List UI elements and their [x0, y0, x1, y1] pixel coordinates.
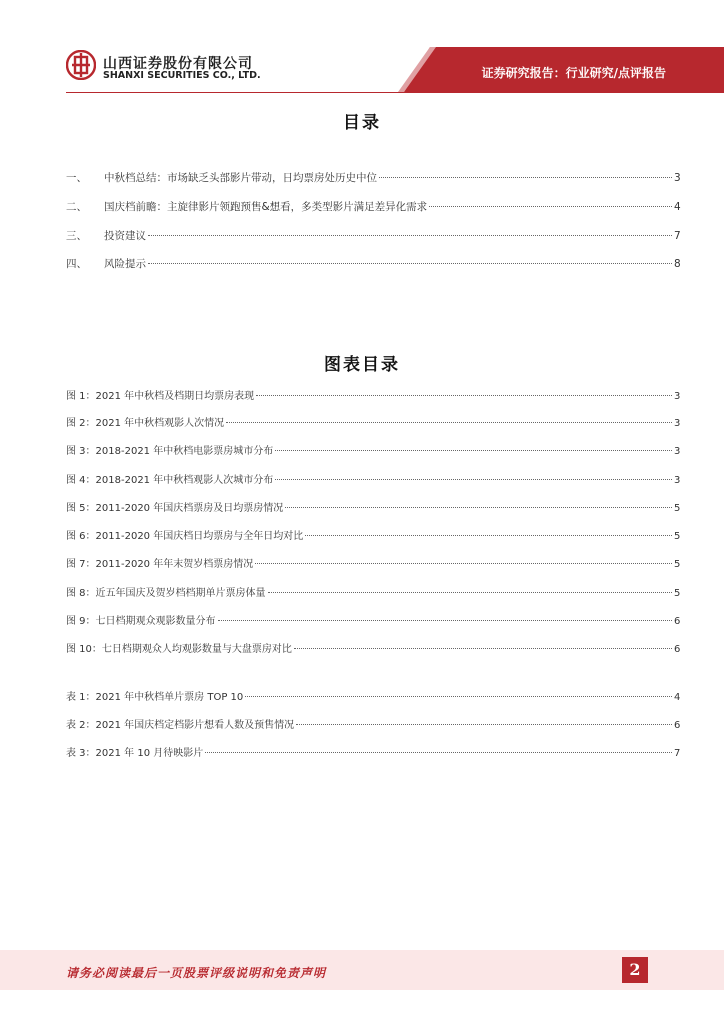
company-name-en: SHANXI SECURITIES CO., LTD. [103, 70, 261, 81]
figure-entry-page: 6 [674, 616, 681, 627]
leader-dots [268, 592, 672, 593]
toc-item-text: 国庆档前瞻：主旋律影片领跑预售&想看，多类型影片满足差异化需求 [104, 201, 428, 213]
figure-entry[interactable] [66, 499, 680, 515]
table-entry-text: 表 2：2021 年国庆档定档影片想看人数及预售情况 [66, 720, 295, 731]
figure-entry-page: 5 [674, 503, 681, 514]
leader-dots [255, 563, 672, 564]
leader-dots [294, 648, 672, 649]
table-entry[interactable] [66, 716, 680, 732]
toc-item-number: 三、 [66, 230, 87, 242]
leader-dots [218, 620, 672, 621]
figure-entry-page: 3 [674, 391, 681, 402]
table-entry-page: 7 [674, 748, 681, 759]
figures-toc-title: 图表目录 [324, 355, 400, 375]
figure-entry-page: 5 [674, 588, 681, 599]
figure-entry-text: 图 3：2018-2021 年中秋档电影票房城市分布 [66, 446, 274, 457]
figure-entry[interactable] [66, 612, 680, 628]
report-type: 证券研究报告：行业研究/点评报告 [481, 66, 666, 80]
leader-dots [429, 206, 672, 207]
leader-dots [285, 507, 672, 508]
figure-entry-text: 图 1：2021 年中秋档及档期日均票房表现 [66, 391, 255, 402]
page-footer [0, 950, 724, 990]
leader-dots [205, 752, 672, 753]
leader-dots [148, 263, 672, 264]
figure-entry[interactable] [66, 640, 680, 656]
leader-dots [305, 535, 672, 536]
leader-dots [226, 422, 672, 423]
figure-entry-text: 图 7：2011-2020 年年末贺岁档票房情况 [66, 559, 254, 570]
toc-item[interactable] [66, 170, 680, 186]
leader-dots [256, 395, 672, 396]
figure-entry[interactable] [66, 555, 680, 571]
figure-entry[interactable] [66, 387, 680, 403]
leader-dots [245, 696, 672, 697]
figure-entry[interactable] [66, 442, 680, 458]
table-entry-text: 表 3：2021 年 10 月待映影片 [66, 748, 204, 759]
toc-item[interactable] [66, 199, 680, 215]
toc-item-text: 投资建议 [104, 230, 146, 242]
leader-dots [275, 450, 672, 451]
figure-entry-page: 5 [674, 531, 681, 542]
figure-entry-page: 5 [674, 559, 681, 570]
toc-item[interactable] [66, 228, 680, 244]
figure-entry-page: 3 [674, 418, 681, 429]
figure-entry-text: 图 2：2021 年中秋档观影人次情况 [66, 418, 225, 429]
toc-item-page: 4 [674, 201, 681, 213]
table-entry[interactable] [66, 688, 680, 704]
toc-item-page: 8 [674, 258, 681, 270]
figure-entry[interactable] [66, 471, 680, 487]
figure-entry-page: 3 [674, 475, 681, 486]
toc-title: 目录 [343, 113, 381, 133]
figure-entry-page: 6 [674, 644, 681, 655]
figure-entry[interactable] [66, 584, 680, 600]
toc-item[interactable] [66, 256, 680, 272]
toc-item-number: 四、 [66, 258, 87, 270]
table-entry-page: 6 [674, 720, 681, 731]
figure-entry[interactable] [66, 414, 680, 430]
figure-entry[interactable] [66, 527, 680, 543]
company-name-cn: 山西证券股份有限公司 [103, 56, 253, 72]
table-entry[interactable] [66, 744, 680, 760]
toc-item-number: 二、 [66, 201, 87, 213]
figure-entry-text: 图 9：七日档期观众观影数量分布 [66, 616, 216, 627]
header-divider [66, 92, 724, 93]
leader-dots [275, 479, 672, 480]
figure-entry-text: 图 4：2018-2021 年中秋档观影人次城市分布 [66, 475, 274, 486]
toc-item-page: 3 [674, 172, 681, 184]
table-entry-text: 表 1：2021 年中秋档单片票房 TOP 10 [66, 692, 244, 703]
page-number: 2 [622, 957, 648, 983]
header-banner [0, 0, 724, 100]
figure-entry-text: 图 8：近五年国庆及贺岁档档期单片票房体量 [66, 588, 266, 599]
figure-entry-text: 图 10：七日档期观众人均观影数量与大盘票房对比 [66, 644, 292, 655]
page-header [0, 0, 724, 100]
figure-entry-page: 3 [674, 446, 681, 457]
figure-entry-text: 图 5：2011-2020 年国庆档票房及日均票房情况 [66, 503, 284, 514]
leader-dots [296, 724, 672, 725]
leader-dots [379, 177, 672, 178]
disclaimer-notice: 请务必阅读最后一页股票评级说明和免责声明 [66, 966, 327, 980]
toc-item-page: 7 [674, 230, 681, 242]
table-entry-page: 4 [674, 692, 681, 703]
figure-entry-text: 图 6：2011-2020 年国庆档日均票房与全年日均对比 [66, 531, 304, 542]
toc-item-text: 中秋档总结：市场缺乏头部影片带动，日均票房处历史中位 [104, 172, 377, 184]
leader-dots [148, 235, 672, 236]
toc-item-number: 一、 [66, 172, 87, 184]
toc-item-text: 风险提示 [104, 258, 146, 270]
